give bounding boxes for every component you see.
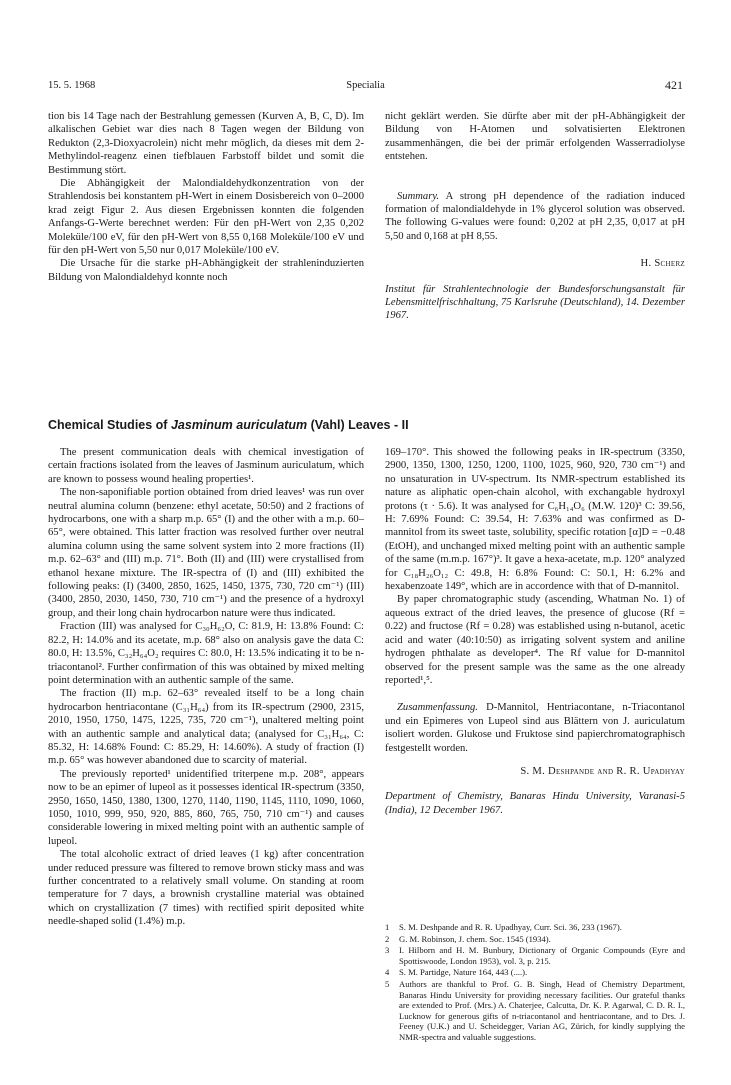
paragraph: Die Abhängigkeit der Malondialdehydkonzentration von der Strahlendosis bei konstantem pH-Wert in einem Dosisbereich von 0–2000 krad zeigt Figur 2. Aus diesen Ergebnissen konnten die folgenden Anfangs-G-Werte berechnet werden: Für den pH-Wert von 2,35 0,202 Moleküle/100 eV, für den pH-Wert von 8,55 0,168 Moleküle/100 eV und für den pH-Wert von 5,50 nur 0,017 Moleküle/100 eV.: [48, 178, 364, 257]
author: H. Scherz: [640, 258, 685, 270]
footnote-number: 4: [385, 967, 390, 978]
footnote: [385, 934, 685, 945]
summary-text: A strong pH dependence of the radiation induced formation of malondialdehyde in 1% glycerol solution was observed. The following G-values were found: 0,202 at pH 2,35, 0,017 at pH 5,50 and 0,168 at pH 8,55.: [385, 190, 685, 242]
zusammenfassung-text: D-Mannitol, Hentriacontane, n-Triacontanol und ein Epimeres von Lupeol sind aus Blättern von J. auriculatum isoliert worden. Glukose und Fruktose sind papierchromatographisch festgestellt worden.: [385, 702, 685, 754]
paragraph: The previously reported¹ unidentified triterpene m.p. 208°, appears now to be an epimer of lupeol as it possesses identical IR-spectrum (3350, 2950, 1650, 1450, 1380, 1300, 1270, 1140, 1190, 1145, 1110, 1090, 1060, 1050, 1010, 999, 950, 920, 885, 860, 765, 750, 710 cm⁻¹) and causes considerable lowering in mixed melting point with an authentic sample of lupeol.: [48, 768, 364, 847]
footnote-text: I. Hilborn and H. M. Bunbury, Dictionary of Organic Compounds (Eyre and Spottiswoode, London 1953), vol. 3, p. 215.: [399, 945, 685, 966]
footnote-text: S. M. Partidge, Nature 164, 443 (....).: [399, 967, 528, 978]
title-prefix: Chemical Studies of: [48, 418, 168, 432]
footnote-number: 5: [385, 978, 390, 989]
paragraph: By paper chromatographic study (ascending, Whatman No. 1) of aqueous extract of the dried leaves, the presence of glucose (Rf = 0.22) and fructose (Rf = 0.28) was established using n-butanol, acetic acid and water (40:10:50) as irrigating solvent system and aniline hydrogen phthalate as developer⁴. The Rf value for D-mannitol observed for the present sample was the same as the one already reported¹,⁵.: [385, 594, 685, 686]
title-species: Jasminum auriculatum: [170, 418, 308, 432]
footnote: [385, 979, 685, 1043]
paragraph: Fraction (III) was analysed for C₃₀H₆₂O, C: 81.9, H: 13.8% Found: C: 82.2, H: 14.0% and its acetate, m.p. 68° also on analysis gave the data C: 80.0, H: 13.5%, C₃₂H₆₄O₂ requires C: 80.0, H: 13.5% indicating it to be n-triacontanol². Further confirmation of this was obtained by mixed melting point determination with an authentic sample of the same.: [48, 621, 364, 686]
article-title: [48, 418, 688, 432]
footnote-number: 2: [385, 933, 390, 944]
footnotes: [385, 922, 685, 1044]
paragraph: nicht geklärt werden. Sie dürfte aber mit der pH-Abhängigkeit der Bildung von H-Atomen und solvatisierten Elektronen zusammenhängen, die bei der primär erfolgenden Wasserradiolyse entstehen.: [385, 111, 685, 163]
summary: [385, 190, 685, 244]
paragraph: The fraction (II) m.p. 62–63° revealed itself to be a long chain hydrocarbon hentriacontane (C₃₁H₆₄) from its IR-spectrum (2900, 2315, 2010, 1950, 1750, 1475, 1225, 735, 720 cm⁻¹), unaltered melting point with an authentic sample and analytical data; (analysed for C₃₁H₆₄, C: 85.32, H: 14.68% Found: C: 85.29, H: 14.60%). A study of fraction (I) m.p. 65° was however abandoned due to scarcity of material.: [48, 688, 364, 767]
affiliation: Department of Chemistry, Banaras Hindu University, Varanasi-5 (India), 12 December 1967.: [385, 791, 685, 816]
zusammenfassung: [385, 701, 685, 755]
footnote-number: 3: [385, 945, 390, 956]
footnote-number: 1: [385, 922, 390, 932]
affiliation: Institut für Strahlentechnologie der Bundesforschungsanstalt für Lebensmittelfrischhaltung, 75 Karlsruhe (Deutschland), 14. Dezember 1967.: [385, 283, 685, 322]
footnote-text: Authors are thankful to Prof. G. B. Singh, Head of Chemistry Department, Banaras Hindu University for providing necessary facilities. Our grateful thanks are extended to Prof. (Mrs.) A. Chaterjee, Calcutta, Dr. K. P. Agarwal, C. D. R. I., Lucknow for generous gifts of n-triacontanol and hentriacontane, and to Drs. J. Feeney (U.K.) and U. Scheidegger, Varian AG, Zürich, for kindly supplying the NMR-spectra and valuable suggestions.: [399, 978, 685, 1042]
zusammenfassung-label: Zusammenfassung.: [397, 702, 478, 714]
article-left-column: [48, 446, 364, 929]
summary-label: Summary.: [397, 190, 440, 202]
top-article-right-column: [385, 110, 685, 323]
page-number: 421: [665, 78, 683, 92]
footnote: [385, 967, 685, 978]
paragraph: 169–170°. This showed the following peaks in IR-spectrum (3350, 2900, 1350, 1300, 1250, 1200, 1100, 1025, 960, 920, 730 cm⁻¹) and no unsaturation in UV-spectrum. Its NMR-spectrum established its nature as aliphatic open-chain alcohol, with exchangable hydroxyl protons (τ · 5.6). It was analysed for C₆H₁₄O₆ (M.W. 120)³ C: 39.56, H: 7.69% Found: C: 39.54, H: 7.63% and was confirmed as D-mannitol from its sweet taste, solubility, specific rotation [α]D = −0.48 (EtOH), and unchanged mixed melting point with an authentic sample of the same (m.m.p. 167°)³. It gave a hexa-acetate, m.p. 120° analyzed for C₁₈H₂₆O₁₂ C: 49.8, H: 6.8% Found: C: 50.1, H: 6.2% and hexabenzoate 149°, which are in accordence with that of D-mannitol.: [385, 447, 685, 593]
footnote-text: S. M. Deshpande and R. R. Upadhyay, Curr. Sci. 36, 233 (1967).: [399, 922, 622, 932]
footnote: [385, 922, 685, 933]
authors: S. M. Deshpande and R. R. Upadhyay: [520, 765, 685, 777]
title-suffix: (Vahl) Leaves - II: [310, 418, 409, 432]
footnote: [385, 945, 685, 966]
paragraph: The total alcoholic extract of dried leaves (1 kg) after concentration under reduced pressure was filtered to remove brown sticky mass and was further concentrated to a relatively small volume. On standing at room temperature for 7 days, a brownish crystalline material was obtained which on crystallization (7 times) with rectified spirit deposited white needle-shaped solid (1.4%) m.p.: [48, 849, 364, 928]
paragraph: tion bis 14 Tage nach der Bestrahlung gemessen (Kurven A, B, C, D). Im alkalischen Gebiet war dies nach 8 Tagen wegen der Bildung von Redukton (2,3-Dioxyacrolein) nicht mehr möglich, da dieses mit dem 2-Methylindol-reagenz einen tiefblauen Farbstoff bildet und somit die Bestimmung stört.: [48, 111, 364, 176]
top-article-left-column: [48, 110, 364, 284]
paragraph: The non-saponifiable portion obtained from dried leaves¹ was run over neutral alumina column (benzene: ethyl acetate, 50:50) and 2 fractions of hydrocarbons, one with a sharp m.p. 65° (I) and the other with a m.p. 60–65°, were obtained. This latter fraction was resolved further over neutral alumina column using the same solvent system into 2 more fractions (II) m.p. 62–63° and (III) m.p. 71°. Both (II) and (III) were crystallised from ethanol hexane mixture. The IR-spectra of (I) and (III) exhibited the following peaks: (I) (3400, 2850, 1625, 1450, 1375, 730, 720 cm⁻¹) (III) (3400, 2850, 2030, 1450, 730, 710 cm⁻¹) and the presence of a hydroxyl group, and their long chain hydrocarbon nature were thus indicated.: [48, 487, 364, 619]
header-journal: Specialia: [346, 80, 385, 91]
paragraph: Die Ursache für die starke pH-Abhängigkeit der strahleninduzierten Bildung von Malondialdehyd konnte noch: [48, 258, 364, 283]
header-date: 15. 5. 1968: [48, 80, 96, 91]
footnote-text: G. M. Robinson, J. chem. Soc. 1545 (1934).: [399, 933, 551, 944]
article-right-column: [385, 446, 685, 817]
paragraph: The present communication deals with chemical investigation of certain fractions isolated from the leaves of Jasminum auriculatum, which are known to possess wound healing properties¹.: [48, 447, 364, 485]
